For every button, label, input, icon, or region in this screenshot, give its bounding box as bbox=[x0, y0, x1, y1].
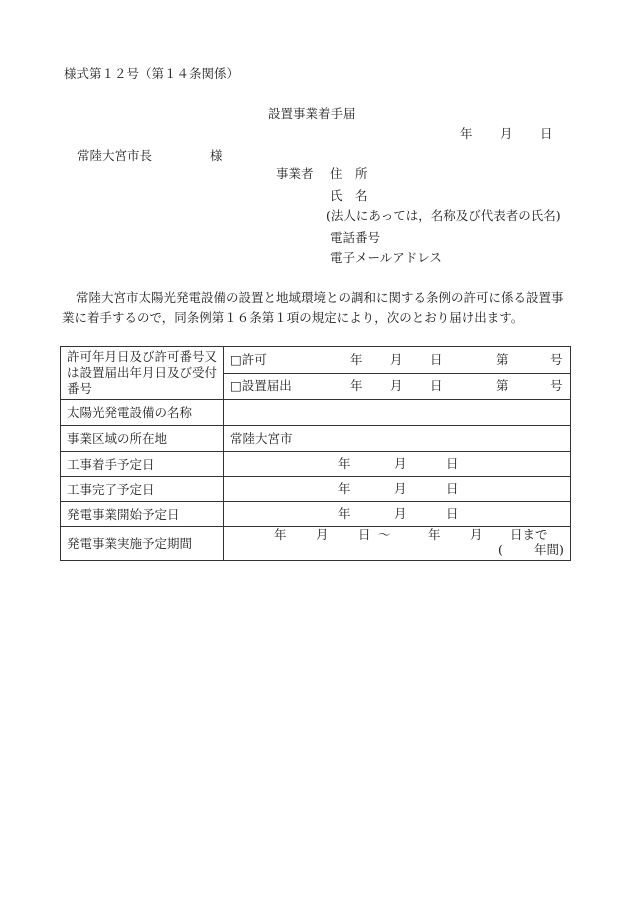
permit-checkbox[interactable]: □許可 bbox=[230, 351, 267, 367]
applicant-label: 事業者 bbox=[276, 166, 314, 181]
form-table bbox=[60, 346, 571, 561]
facility-name-value[interactable] bbox=[224, 400, 571, 426]
permit-day: 日 bbox=[430, 351, 443, 367]
permit-month: 月 bbox=[390, 351, 403, 367]
email-label: 電子メールアドレス bbox=[330, 250, 442, 265]
name-label: 氏 名 bbox=[330, 188, 368, 203]
date-year-label: 年 bbox=[460, 126, 473, 141]
addressee-honorific: 様 bbox=[210, 148, 223, 163]
notify-month: 月 bbox=[390, 378, 403, 394]
generation-start-value[interactable] bbox=[224, 502, 571, 527]
form-number: 様式第１２号（第１４条関係） bbox=[64, 66, 240, 81]
period-start-month: 月 bbox=[316, 527, 329, 542]
location-label: 事業区域の所在地 bbox=[61, 426, 224, 452]
permit-number-suffix: 号 bbox=[550, 351, 563, 367]
generation-month: 月 bbox=[394, 506, 407, 521]
period-value[interactable] bbox=[224, 527, 571, 561]
body-text-content: 常陸大宮市太陽光発電設備の設置と地域環境との調和に関する条例の許可に係る設置事業に着手するので，同条例第１６条第１項の規定により，次のとおり届け出ます。 bbox=[62, 290, 564, 325]
period-years-close: 年間) bbox=[534, 542, 564, 557]
complete-month: 月 bbox=[394, 481, 407, 496]
permit-label: 許可年月日及び許可番号又は設置届出年月日及び受付番号 bbox=[67, 349, 218, 396]
phone-label: 電話番号 bbox=[330, 230, 381, 245]
generation-start-label: 発電事業開始予定日 bbox=[61, 502, 224, 527]
complete-day: 日 bbox=[446, 481, 459, 496]
date-month-label: 月 bbox=[500, 126, 513, 141]
address-label: 住 所 bbox=[330, 166, 368, 181]
period-separator: ～ bbox=[378, 527, 391, 542]
period-end-suffix: 日まで bbox=[510, 527, 548, 542]
complete-date-label: 工事完了予定日 bbox=[61, 477, 224, 502]
period-end-year: 年 bbox=[428, 527, 441, 542]
period-label: 発電事業実施予定期間 bbox=[61, 527, 224, 561]
notify-number-prefix: 第 bbox=[496, 378, 509, 394]
start-month: 月 bbox=[394, 456, 407, 471]
facility-name-label: 太陽光発電設備の名称 bbox=[61, 400, 224, 426]
period-start-year: 年 bbox=[274, 527, 287, 542]
location-value[interactable]: 常陸大宮市 bbox=[224, 426, 571, 452]
notify-number-suffix: 号 bbox=[550, 378, 563, 394]
notify-year: 年 bbox=[350, 378, 363, 394]
generation-day: 日 bbox=[446, 506, 459, 521]
complete-year: 年 bbox=[338, 481, 351, 496]
document-title: 設置事業着手届 bbox=[268, 106, 356, 121]
corporation-note: (法人にあっては，名称及び代表者の氏名) bbox=[326, 208, 561, 223]
notify-row bbox=[224, 373, 571, 400]
notify-day: 日 bbox=[430, 378, 443, 394]
period-end-month: 月 bbox=[470, 527, 483, 542]
start-date-value[interactable] bbox=[224, 452, 571, 477]
permit-label-cell bbox=[61, 347, 224, 400]
permit-row bbox=[224, 347, 571, 374]
date-day-label: 日 bbox=[540, 126, 553, 141]
complete-date-value[interactable] bbox=[224, 477, 571, 502]
period-start-day: 日 bbox=[358, 527, 371, 542]
start-year: 年 bbox=[338, 456, 351, 471]
generation-year: 年 bbox=[338, 506, 351, 521]
permit-year: 年 bbox=[350, 351, 363, 367]
permit-number-prefix: 第 bbox=[496, 351, 509, 367]
notify-checkbox[interactable]: □設置届出 bbox=[230, 378, 292, 394]
addressee: 常陸大宮市長 bbox=[77, 148, 153, 163]
period-years-open: ( bbox=[498, 542, 503, 557]
body-text bbox=[62, 288, 572, 328]
start-day: 日 bbox=[446, 456, 459, 471]
start-date-label: 工事着手予定日 bbox=[61, 452, 224, 477]
